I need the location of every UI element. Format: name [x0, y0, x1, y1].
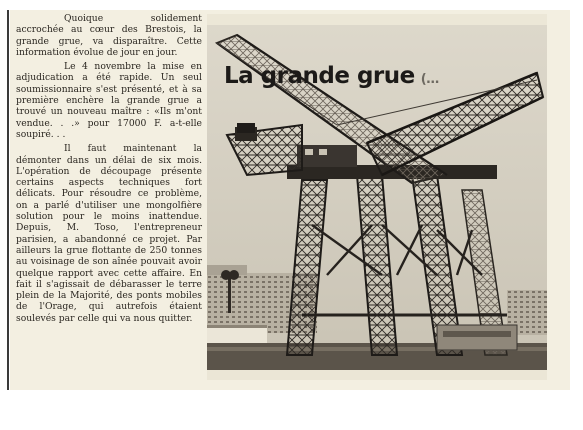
- photo-bottom-margin: [207, 370, 547, 380]
- photo-top-margin: [207, 14, 547, 25]
- article-paragraph-1: Quoique solidement accrochée au cœur des Brestois, la grande grue, va disparaître. Cette information évolue de jour en jour.: [16, 13, 202, 58]
- article-paragraph-3: Il faut maintenant la démonter dans un délai de six mois. L'opération de découpage présente certains aspects techniques fort délicats. Pour résoudre ce problème, on a parlé d'utiliser une mongolfière solution pour le moins inattendue. Depuis, M. Toso, l'entrepreneur parisien, a abandonné ce projet. Par ailleurs la grue flottante de 250 tonnes au voisinage de son aînée pouvait avoir quelque rapport avec cette affaire. En fait il s'agissait de débarasser le terre plein de la Majorité, des ponts mobiles de l'Orage, qui autrefois étaient soulevés par celle qui va nous quitter.: [16, 143, 202, 324]
- crane-photograph: [207, 25, 547, 370]
- photo-headline: [224, 63, 439, 89]
- photo-headline-faded-part: (…: [420, 72, 439, 87]
- page-edge-rule: [7, 10, 9, 390]
- photo-headline-text: La grande grue: [224, 63, 415, 89]
- article-paragraph-2: Le 4 novembre la mise en adjudication a été rapide. Un seul soumissionnaire s'est présenté, et à sa première enchère la grande grue a trouvé un nouveau maître : «Ils m'ont vendue. . .» pour 17000 F. a-t-elle soupiré. . .: [16, 61, 202, 140]
- article-text: [16, 13, 202, 327]
